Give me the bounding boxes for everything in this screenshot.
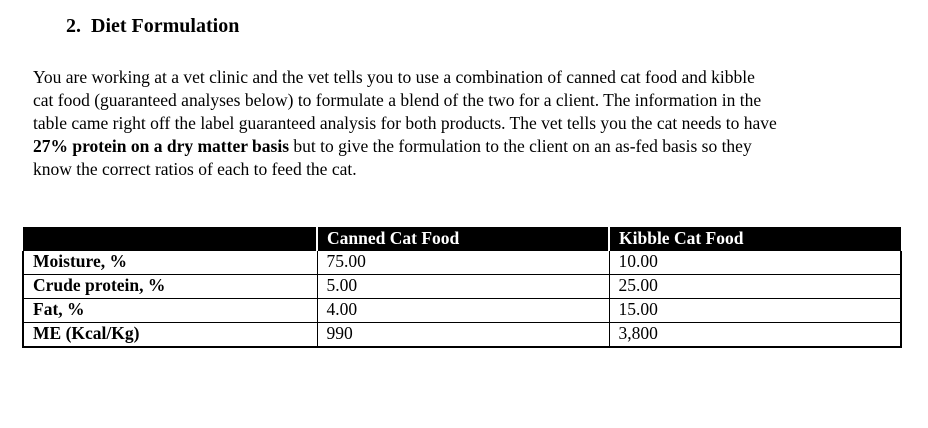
paragraph-line: know the correct ratios of each to feed the cat. <box>33 159 357 179</box>
paragraph-line: You are working at a vet clinic and the vet tells you to use a combination of canned cat food and kibble <box>33 67 755 87</box>
problem-paragraph <box>33 66 903 181</box>
paragraph-line <box>33 135 903 158</box>
canned-value: 75.00 <box>317 251 609 275</box>
section-number: 2. <box>66 15 81 37</box>
table-row <box>23 275 901 299</box>
row-label: Fat, % <box>23 299 317 323</box>
canned-value: 4.00 <box>317 299 609 323</box>
table-header-row <box>23 227 901 251</box>
canned-value: 990 <box>317 323 609 348</box>
canned-value: 5.00 <box>317 275 609 299</box>
kibble-value: 3,800 <box>609 323 901 348</box>
section-heading <box>66 14 239 38</box>
paragraph-text: but to give the formulation to the client on an as-fed basis so they <box>289 136 752 156</box>
header-cell-blank <box>23 227 317 251</box>
table-row <box>23 299 901 323</box>
header-kibble-cat-food: Kibble Cat Food <box>609 227 901 251</box>
paragraph-line: table came right off the label guaranteed analysis for both products. The vet tells you the cat needs to have <box>33 113 777 133</box>
table-row <box>23 323 901 348</box>
table-row <box>23 251 901 275</box>
row-label: Moisture, % <box>23 251 317 275</box>
guaranteed-analysis-table <box>22 227 902 348</box>
paragraph-line: cat food (guaranteed analyses below) to formulate a blend of the two for a client. The information in the <box>33 90 762 110</box>
kibble-value: 10.00 <box>609 251 901 275</box>
protein-requirement: 27% protein on a dry matter basis <box>33 136 290 156</box>
kibble-value: 15.00 <box>609 299 901 323</box>
kibble-value: 25.00 <box>609 275 901 299</box>
row-label: ME (Kcal/Kg) <box>23 323 317 348</box>
section-title: Diet Formulation <box>91 15 240 37</box>
row-label: Crude protein, % <box>23 275 317 299</box>
header-canned-cat-food: Canned Cat Food <box>317 227 609 251</box>
